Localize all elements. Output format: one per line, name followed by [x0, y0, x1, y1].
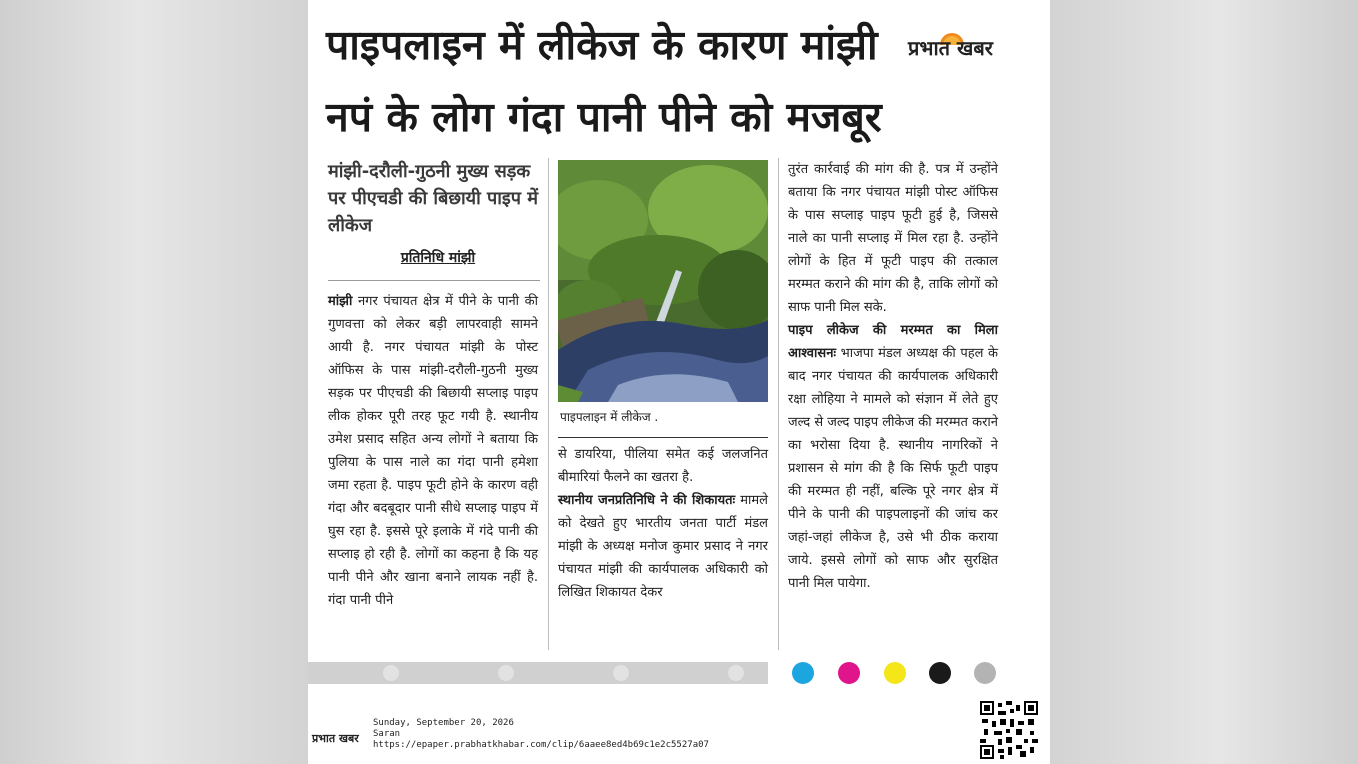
- article-text-3: मामले को देखते हुए भारतीय जनता पार्टी मंडल मांझी के अध्यक्ष मनोज कुमार प्रसाद ने नगर पंचायत मांझी की कार्यपालक अधिकारी को लिखित शिकायत देकर: [558, 493, 768, 600]
- magenta-swatch: [838, 662, 860, 684]
- column-divider-2: [778, 158, 779, 650]
- leakage-photo: [558, 160, 768, 402]
- footer-date: Sunday, September 20, 2026: [373, 718, 514, 728]
- background-right: [1050, 0, 1358, 764]
- byline: प्रतिनिधि मांझी: [400, 250, 476, 266]
- article-column-1: [328, 290, 538, 612]
- caption-divider: [558, 437, 768, 438]
- epaper-footer: [308, 700, 1050, 764]
- newspaper-clipping: [308, 0, 1050, 764]
- article-text-1: नगर पंचायत क्षेत्र में पीने के पानी की गुणवत्ता को लेकर बड़ी लापरवाही सामने आयी है. नगर पंचायत मांझी के पोस्ट ऑफिस के पास मांझी-दरौली-गुठनी मुख्य सड़क पर पीएचडी की बिछायी सप्लाइ पाइप लीक होकर पूरी तरह फूट गयी है. स्थानीय उमेश प्रसाद सहित अन्य लोगों ने बताया कि पुलिया के पास नाले का गंदा पानी हमेशा जमा रहता है. पाइप फूटी होने के कारण वही गंदा और बदबूदार पानी सीधे सप्लाइ पाइप में घुस रहा है. इससे पूरे इलाके में गंदे पानी की सप्लाइ हो रही है. लोगों का कहना है कि यह पानी पीने और खाना बनाने लायक नहीं है. गंदा पानी पीने: [328, 294, 538, 608]
- column-divider-1: [548, 158, 549, 650]
- article-column-3: [788, 158, 998, 595]
- black-swatch: [929, 662, 951, 684]
- photo-caption: पाइपलाइन में लीकेज .: [560, 410, 659, 424]
- subheading-complaint: स्थानीय जनप्रतिनिधि ने की शिकायतः: [558, 493, 736, 508]
- grey-swatch: [974, 662, 996, 684]
- headline-line-1: पाइपलाइन में लीकेज के कारण मांझी: [326, 21, 878, 69]
- article-text-5: भाजपा मंडल अध्यक्ष की पहल के बाद नगर पंचायत की कार्यपालक अधिकारी रक्षा लोहिया ने मामले को संज्ञान में लेते हुए जल्द से जल्द पाइप लीकेज की मरम्मत कराने का भरोसा दिया है. स्थानीय नागरिकों ने प्रशासन से मांग की है कि सिर्फ फूटी पाइप की मरम्मत ही नहीं, बल्कि पूरे नगर क्षेत्र में पीने के पानी की पाइपलाइनों की जांच कर जहां-जहां लीकेज है, उसे भी ठीक कराया जाये. इससे लोगों को साफ और सुरक्षित पानी मिल पायेगा.: [788, 346, 998, 591]
- footer-info: [373, 718, 709, 751]
- article-column-2: [558, 443, 768, 604]
- background-left: [0, 0, 308, 764]
- qr-code-icon[interactable]: [980, 701, 1038, 759]
- article-text-2: से डायरिया, पीलिया समेत कई जलजनित बीमारियां फैलने का खतरा है.: [558, 447, 768, 485]
- article-text-4: तुरंत कार्रवाई की मांग की है. पत्र में उन्होंने बताया कि नगर पंचायत मांझी पोस्ट ऑफिस के पास सप्लाइ पाइप फूटी हुई है, जिससे नाले का पानी सप्लाइ में मिल रहा है. उन्होंने लोगों के हित में फूटी पाइप की तत्काल मरम्मत कराने की मांग की है, ताकि लोगों को साफ पानी मिल सके.: [788, 162, 998, 315]
- byline-divider: [328, 280, 540, 281]
- logo-text: प्रभात खबर: [908, 35, 993, 60]
- footer-logo: प्रभात खबर: [312, 732, 359, 745]
- subheadline: मांझी-दरौली-गुठनी मुख्य सड़क पर पीएचडी की बिछायी पाइप में लीकेज: [328, 161, 538, 236]
- registration-strip: [308, 662, 768, 684]
- footer-edition: Saran: [373, 729, 401, 739]
- footer-url[interactable]: https://epaper.prabhatkhabar.com/clip/6aaee8ed4b69c1e2c5527a07: [373, 740, 709, 750]
- yellow-swatch: [884, 662, 906, 684]
- dateline: मांझी: [328, 294, 353, 309]
- subheading-assurance: पाइप लीकेज की मरम्मत का मिला आश्वासनः: [788, 323, 998, 361]
- headline-line-2: नपं के लोग गंदा पानी पीने को मजबूर: [326, 93, 882, 141]
- cyan-swatch: [792, 662, 814, 684]
- prabhat-khabar-logo: [908, 30, 1012, 64]
